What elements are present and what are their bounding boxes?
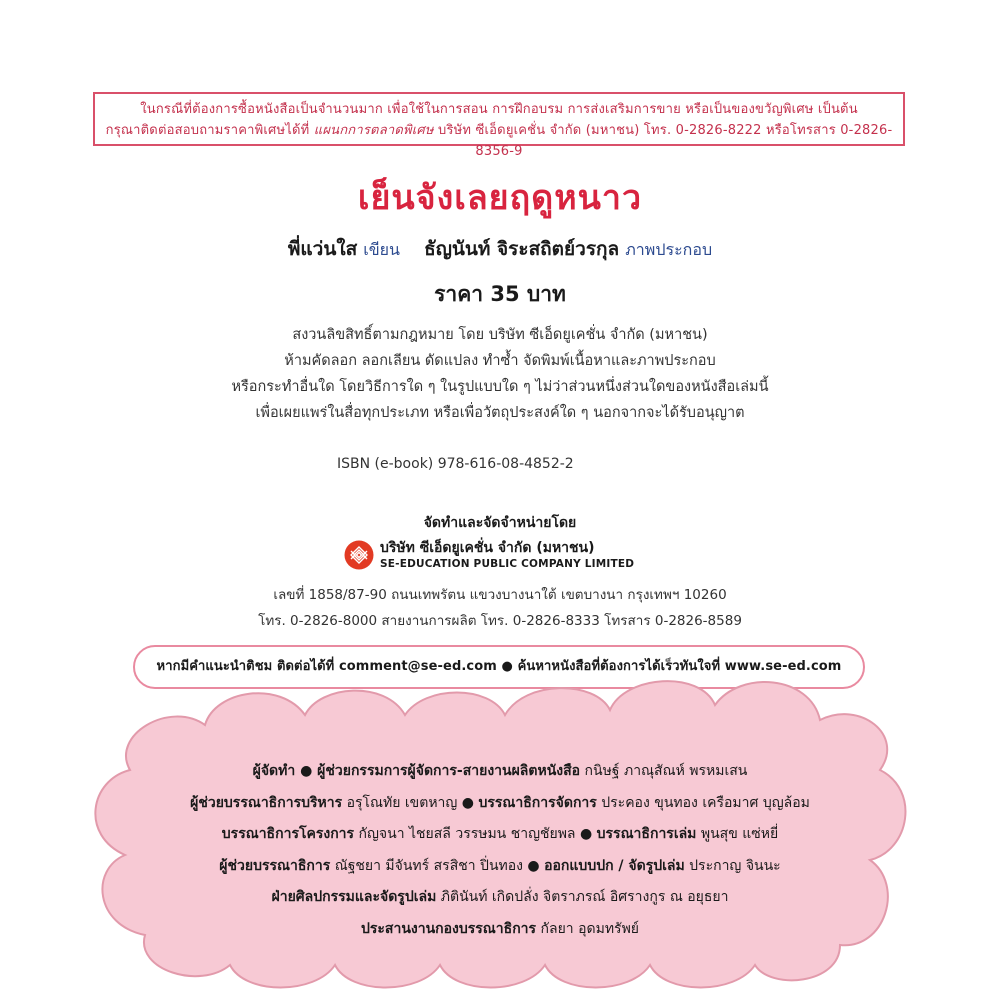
copyright-line-4: เพื่อเผยแพร่ในสื่อทุกประเภท หรือเพื่อวัตถุประสงค์ใด ๆ นอกจากจะได้รับอนุญาต: [255, 405, 745, 421]
credit-name: กนิษฐ์ ภาณุสัณห์ พรหมเสน: [584, 763, 748, 779]
copyright-line-3: หรือกระทำอื่นใด โดยวิธีการใด ๆ ในรูปแบบใด ๆ ไม่ว่าส่วนหนึ่งส่วนใดของหนังสือเล่มนี้: [231, 379, 769, 395]
credit-label: ออกแบบปก / จัดรูปเล่ม: [544, 857, 685, 874]
credit-label: บรรณาธิการเล่ม: [596, 826, 697, 842]
credit-label: ผู้ช่วยบรรณาธิการ: [219, 857, 331, 874]
author-role: เขียน: [363, 240, 400, 259]
credit-label: ประสานงานกองบรรณาธิการ: [360, 920, 537, 937]
distribution-heading: จัดทำและจัดจำหน่ายโดย: [423, 515, 577, 531]
author-name: พี่แว่นใส: [287, 238, 358, 260]
credits-row-3: [0, 819, 1000, 851]
credit-name: ประกาญ จินนะ: [689, 857, 781, 874]
publisher-address: เลขที่ 1858/87-90 ถนนเทพรัตน แขวงบางนาใต้ เขตบางนา กรุงเทพฯ 10260: [273, 587, 727, 603]
credit-label: บรรณาธิการโครงการ: [221, 826, 355, 842]
credit-label: ฝ่ายศิลปกรรมและจัดรูปเล่ม: [271, 889, 437, 905]
credits-row-6: [0, 914, 1000, 946]
credits-row-1: [0, 756, 1000, 788]
credit-name: ประคอง ขุนทอง เครือมาศ บุญล้อม: [601, 794, 810, 811]
credit-name: กัลยา อุดมทรัพย์: [540, 920, 639, 937]
credits-row-5: [0, 882, 1000, 914]
publisher-phones: โทร. 0-2826-8000 สายงานการผลิต โทร. 0-2826-8333 โทรสาร 0-2826-8589: [258, 613, 742, 629]
notice-department: แผนกการตลาดพิเศษ: [313, 123, 434, 138]
publisher-name-th: บริษัท ซีเอ็ดยูเคชั่น จำกัด (มหาชน): [380, 539, 595, 556]
notice-line-2-prefix: กรุณาติดต่อสอบถามราคาพิเศษได้ที่: [105, 123, 310, 138]
credits-row-2: [0, 788, 1000, 820]
copyright-line-1: สงวนลิขสิทธิ์ตามกฎหมาย โดย บริษัท ซีเอ็ดยูเคชั่น จำกัด (มหาชน): [292, 327, 708, 343]
credits-row-4: [0, 851, 1000, 883]
copyright-line-2: ห้ามคัดลอก ลอกเลียน ดัดแปลง ทำซ้ำ จัดพิมพ์เนื้อหาและภาพประกอบ: [284, 353, 716, 369]
book-price: ราคา 35 บาท: [434, 282, 566, 306]
publisher-name-en: SE-EDUCATION PUBLIC COMPANY LIMITED: [380, 557, 635, 570]
book-title: เย็นจังเลยฤดูหนาว: [357, 178, 643, 218]
credit-name: พูนสุข แซ่หยี่: [700, 826, 779, 842]
credit-label: ผู้จัดทำ ● ผู้ช่วยกรรมการผู้จัดการ-สายงานผลิตหนังสือ: [252, 763, 581, 779]
credit-label: ผู้ช่วยบรรณาธิการบริหาร: [190, 794, 343, 811]
contact-text: หากมีคำแนะนำติชม ติดต่อได้ที่ comment@se-ed.com ● ค้นหาหนังสือที่ต้องการได้เร็วทันใจที่ www.se-ed.com: [156, 659, 842, 674]
notice-line-2-suffix: บริษัท ซีเอ็ดยูเคชั่น จำกัด (มหาชน) โทร. 0-2826-8222 หรือโทรสาร 0-2826-8356-9: [438, 123, 893, 159]
isbn: ISBN (e-book) 978-616-08-4852-2: [337, 456, 574, 472]
credits-block: [0, 756, 1000, 945]
notice-line-1: ในกรณีที่ต้องการซื้อหนังสือเป็นจำนวนมาก เพื่อใช้ในการสอน การฝึกอบรม การส่งเสริมการขาย หรือเป็นของขวัญพิเศษ เป็นต้น: [140, 102, 858, 117]
credit-name: กัญจนา ไชยสลี วรรษมน ชาญชัยพล ●: [358, 826, 593, 842]
credit-name: ณัฐชยา มีจันทร์ สรสิชา ปิ่นทอง ●: [334, 857, 540, 874]
credit-name: อรุโณทัย เขตหาญ ●: [346, 794, 475, 811]
credit-name: ภิตินันท์ เกิดปลั่ง จิตราภรณ์ อิศรางกูร ณ อยุธยา: [440, 889, 729, 905]
illustrator-name: ธัญนันท์ จิระสถิตย์วรกุล: [424, 238, 620, 260]
credit-label: บรรณาธิการจัดการ: [478, 794, 597, 811]
illustrator-role: ภาพประกอบ: [625, 240, 713, 259]
